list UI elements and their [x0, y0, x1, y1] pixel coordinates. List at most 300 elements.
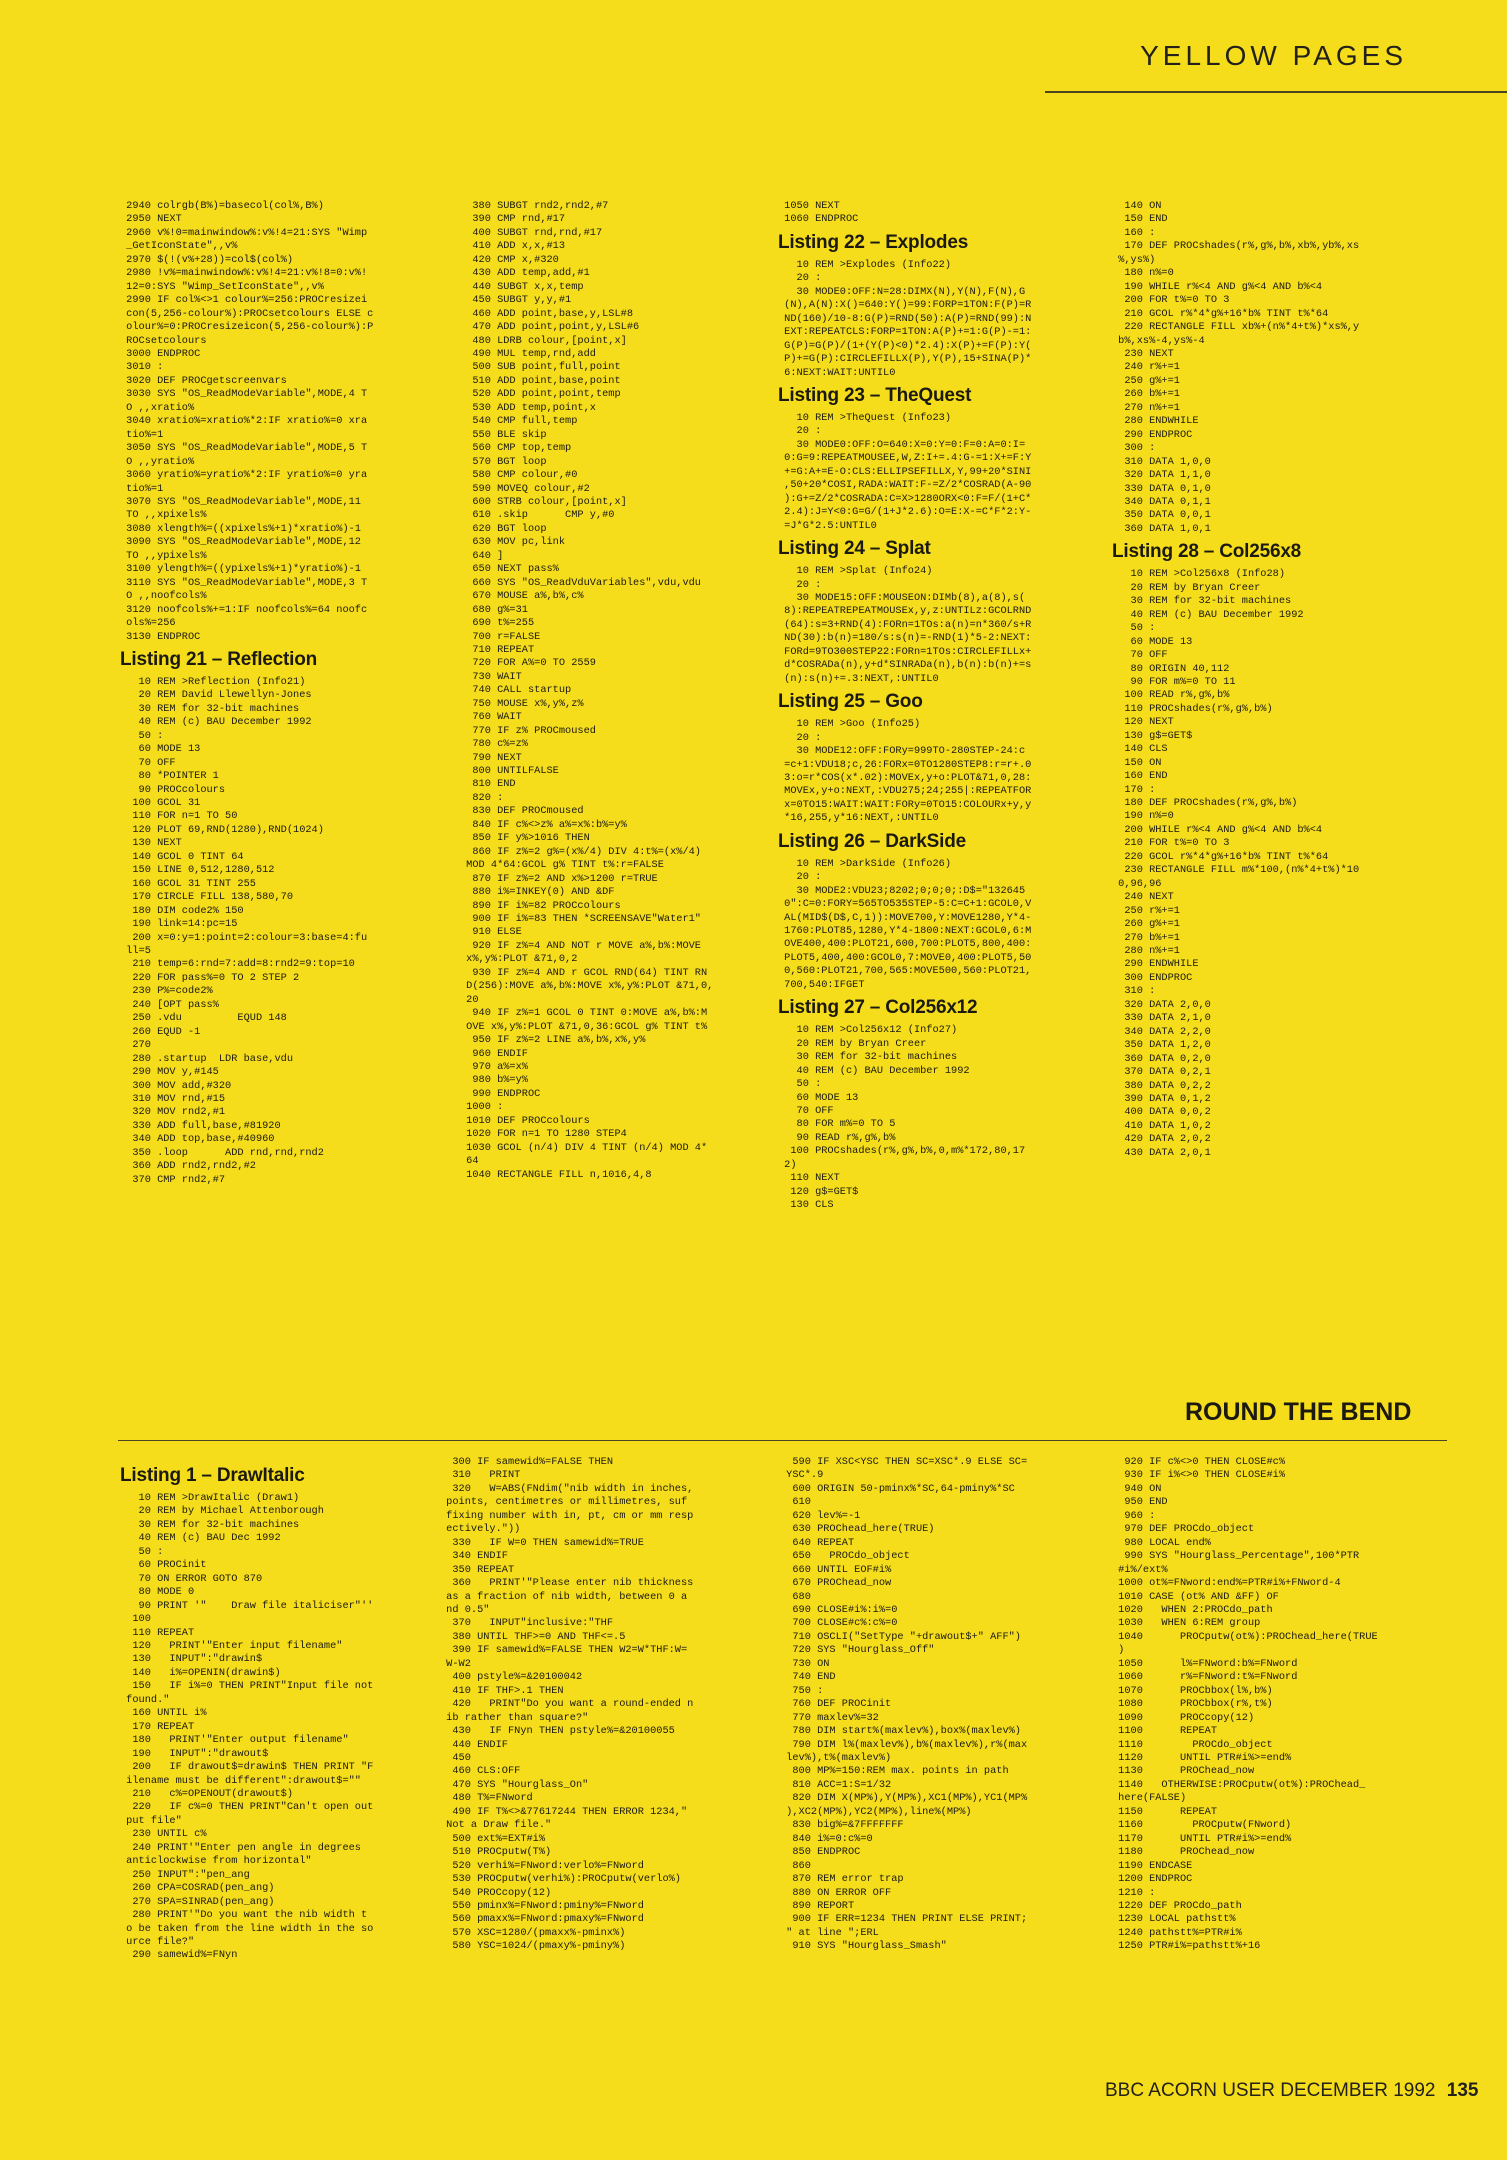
code-line: 970 a%=x%: [460, 1061, 528, 1073]
code-line: 20 :: [778, 425, 822, 438]
code-line: 3:o=r*COS(x*.02):MOVEx,y+o:PLOT&71,0,28:: [778, 771, 1032, 784]
code-line: 130 INPUT":"drawin$: [120, 1653, 263, 1666]
code-line: 720 FOR A%=0 TO 2559: [460, 657, 596, 670]
code-line: 400 pstyle%=&20100042: [440, 1671, 583, 1684]
code-line: 3040 xratio%=xratio%*2:IF xratio%=0 xra: [120, 415, 368, 428]
code-line: 520 verhi%=FNword:verlo%=FNword: [440, 1859, 644, 1872]
code-line: 660 UNTIL EOF#i%: [780, 1563, 892, 1576]
code-line: 3010 :: [120, 361, 164, 374]
code-line: 260 EQUD -1: [120, 1025, 201, 1038]
code-line: 210 temp=6:rnd=7:add=8:rnd2=9:top=10: [120, 958, 355, 971]
code-line: 410 ADD x,x,#13: [460, 240, 566, 253]
code-line: 820 :: [460, 791, 504, 804]
code-line: 90 READ r%,g%,b%: [778, 1131, 896, 1144]
code-line: 730 WAIT: [460, 670, 522, 683]
code-line: 330 ADD full,base,#81920: [120, 1119, 281, 1132]
code-line: d*COSRADa(n),y+d*SINRADa(n),b(n):b(n)+=s: [778, 659, 1032, 672]
listing-heading: Listing 23 – TheQuest: [778, 384, 972, 406]
code-line: 680 g%=31: [460, 603, 528, 616]
code-line: 70 OFF: [778, 1105, 834, 1118]
code-line: 20 :: [778, 578, 822, 591]
listing-heading: Listing 25 – Goo: [778, 691, 923, 713]
code-line: ):G+=Z/2*COSRADA:C=X>1280ORX<0:F=F/(1+C*: [778, 492, 1032, 505]
code-line: 300 MOV add,#320: [120, 1079, 232, 1092]
code-line: 360 DATA 0,2,0: [1112, 1052, 1211, 1065]
code-line: 230 P%=code2%: [120, 985, 213, 998]
code-line: FORd=9TO300STEP22:FORn=1TOs:CIRCLEFILLx+: [778, 645, 1032, 658]
code-line: o be taken from the line width in the so: [120, 1922, 374, 1935]
code-line: 40 REM (c) BAU December 1992: [120, 716, 312, 729]
code-line: 810 END: [460, 778, 516, 791]
code-line: 1190 ENDCASE: [1112, 1859, 1193, 1872]
code-line: 30 REM for 32-bit machines: [778, 1051, 958, 1064]
code-line: 1040 RECTANGLE FILL n,1016,4,8: [460, 1168, 652, 1181]
code-line: fixing number with in, pt, cm or mm resp: [440, 1509, 694, 1522]
footer-publication: BBC ACORN USER DECEMBER 1992: [1105, 2080, 1436, 2101]
code-line: 620 lev%=-1: [780, 1509, 861, 1522]
code-line: 1120 UNTIL PTR#i%>=end%: [1112, 1751, 1292, 1764]
code-line: 280 ENDWHILE: [1112, 415, 1199, 428]
code-line: ib rather than square?": [440, 1711, 589, 1724]
code-line: 820 DIM X(MP%),Y(MP%),XC1(MP%),YC1(MP%: [780, 1792, 1028, 1805]
code-line: 10 REM >Goo (Info25): [778, 718, 921, 731]
code-line: 880 i%=INKEY(0) AND &DF: [460, 886, 615, 899]
code-line: =J*G*2.5:UNTIL0: [778, 519, 877, 532]
code-line: 400 DATA 0,0,2: [1112, 1106, 1211, 1119]
code-line: 560 CMP top,temp: [460, 442, 572, 455]
code-line: 260 CPA=COSRAD(pen_ang): [120, 1882, 275, 1895]
code-line: 230 UNTIL c%: [120, 1828, 207, 1841]
code-line: 100 GCOL 31: [120, 797, 201, 810]
code-line: 320 W=ABS(FNdim("nib width in inches,: [440, 1482, 694, 1495]
code-line: 990 SYS "Hourglass_Percentage",100*PTR: [1112, 1550, 1360, 1563]
listing-heading: Listing 22 – Explodes: [778, 231, 969, 253]
code-line: 570 BGT loop: [460, 455, 547, 468]
code-line: 700,540:IFGET: [778, 978, 865, 991]
code-line: 3110 SYS "OS_ReadModeVariable",MODE,3 T: [120, 576, 368, 589]
code-line: 1170 UNTIL PTR#i%>=end%: [1112, 1832, 1292, 1845]
code-line: 240 [OPT pass%: [120, 998, 219, 1011]
code-line: P)+=G(P):CIRCLEFILLX(P),Y(P),15+SINA(P)*: [778, 353, 1032, 366]
code-line: 200 IF drawout$=drawin$ THEN PRINT "F: [120, 1761, 374, 1774]
code-line: 250 .vdu EQUD 148: [120, 1012, 287, 1025]
code-line: 150 END: [1112, 213, 1168, 226]
code-line: 260 b%+=1: [1112, 388, 1180, 401]
code-line: 530 ADD temp,point,x: [460, 401, 596, 414]
code-line: 890 REPORT: [780, 1899, 855, 1912]
upper-column-4: [1112, 200, 1442, 1160]
code-line: 80 ORIGIN 40,112: [1112, 662, 1230, 675]
code-line: 590 IF XSC<YSC THEN SC=XSC*.9 ELSE SC=: [780, 1456, 1028, 1468]
code-line: 610: [780, 1496, 811, 1509]
code-line: 40 REM (c) BAU December 1992: [778, 1064, 970, 1077]
code-line: 350 .loop ADD rnd,rnd,rnd2: [120, 1146, 324, 1159]
code-line: 450: [440, 1751, 471, 1764]
code-line: tio%=1: [120, 428, 164, 441]
code-line: 1230 LOCAL pathstt%: [1112, 1913, 1236, 1926]
code-line: 300 :: [1112, 442, 1156, 455]
code-line: 100 READ r%,g%,b%: [1112, 689, 1230, 702]
code-line: 290 MOV y,#145: [120, 1066, 219, 1079]
listing-heading: Listing 24 – Splat: [778, 538, 931, 560]
code-line: 290 ENDPROC: [1112, 428, 1193, 441]
code-line: (64):s=3+RND(4):FORn=1TOs:a(n)=n*360/s+R: [778, 618, 1032, 631]
lower-column-4: [1112, 1456, 1442, 1954]
code-line: 310 MOV rnd,#15: [120, 1093, 226, 1105]
code-line: 100: [120, 1613, 151, 1626]
code-line: 220 RECTANGLE FILL xb%+(n%*4+t%)*xs%,y: [1112, 321, 1360, 334]
code-line: 830 big%=&7FFFFFFF: [780, 1819, 904, 1832]
code-line: 10 REM >Explodes (Info22): [778, 258, 952, 271]
code-line: 470 ADD point,point,y,LSL#6: [460, 321, 640, 334]
code-line: lev%),t%(maxlev%): [780, 1751, 892, 1764]
code-line: 310 PRINT: [440, 1469, 521, 1482]
code-line: 20 REM by Bryan Creer: [1112, 581, 1261, 594]
code-line: 370 INPUT"inclusive:"THF: [440, 1617, 614, 1630]
code-line: 350 REPEAT: [440, 1563, 515, 1576]
code-line: 240 r%+=1: [1112, 361, 1180, 374]
code-line: 600 ORIGIN 50-pminx%*SC,64-pminy%*SC: [780, 1482, 1015, 1495]
code-line: 910 SYS "Hourglass_Smash": [780, 1940, 947, 1953]
code-line: 70 OFF: [120, 756, 176, 769]
code-line: 170 REPEAT: [120, 1720, 195, 1733]
code-line: 1250 PTR#i%=pathstt%+16: [1112, 1940, 1261, 1953]
code-line: 380 SUBGT rnd2,rnd2,#7: [460, 200, 609, 212]
code-line: 30 MODE0:OFF:O=640:X=0:Y=0:F=0:A=0:I=: [778, 438, 1026, 451]
page-number: 135: [1446, 2080, 1479, 2101]
code-line: 1030 GCOL (n/4) DIV 4 TINT (n/4) MOD 4*: [460, 1141, 708, 1154]
code-line: 1180 PROChead_now: [1112, 1846, 1255, 1859]
code-line: ilename must be different":drawout$="": [120, 1774, 361, 1787]
code-line: 340 ADD top,base,#40960: [120, 1133, 275, 1146]
code-line: 0,96,96: [1112, 877, 1162, 890]
code-line: 6:NEXT:WAIT:UNTIL0: [778, 366, 896, 379]
code-line: 800 MP%=150:REM max. points in path: [780, 1765, 1009, 1778]
code-line: 420 DATA 2,0,2: [1112, 1133, 1211, 1146]
code-line: 730 ON: [780, 1657, 830, 1670]
code-line: 330 DATA 0,1,0: [1112, 482, 1211, 495]
code-line: 60 MODE 13: [120, 743, 201, 756]
code-line: " at line ";ERL: [780, 1926, 879, 1939]
code-line: 870 IF z%=2 AND x%>1200 r=TRUE: [460, 872, 658, 885]
code-line: 190 n%=0: [1112, 810, 1174, 823]
code-line: 500 ext%=EXT#i%: [440, 1832, 546, 1845]
code-line: 240 PRINT'"Enter pen angle in degrees: [120, 1841, 361, 1854]
code-line: MOD 4*64:GCOL g% TINT t%:r=FALSE: [460, 859, 664, 872]
code-line: 330 DATA 2,1,0: [1112, 1012, 1211, 1025]
code-line: ll=5: [120, 945, 151, 958]
code-line: 1110 PROCdo_object: [1112, 1738, 1273, 1751]
code-line: 1060 r%=FNword:t%=FNword: [1112, 1671, 1298, 1684]
code-line: 200 FOR t%=0 TO 3: [1112, 294, 1230, 307]
code-line: 80 *POINTER 1: [120, 770, 219, 783]
code-line: 1240 pathstt%=PTR#i%: [1112, 1926, 1242, 1939]
lower-column-3: [780, 1456, 1100, 1954]
code-line: 940 ON: [1112, 1482, 1162, 1495]
code-line: 120 PRINT'"Enter input filename": [120, 1639, 343, 1652]
code-line: 1160 PROCputw(FNword): [1112, 1819, 1292, 1832]
code-line: 650 NEXT pass%: [460, 563, 559, 576]
code-line: 430 ADD temp,add,#1: [460, 267, 590, 280]
code-line: 740 END: [780, 1671, 836, 1684]
code-line: 410 IF THF>.1 THEN: [440, 1684, 564, 1697]
code-line: 90 FOR m%=0 TO 11: [1112, 675, 1236, 688]
code-line: 440 ENDIF: [440, 1738, 508, 1751]
code-line: 0,560:PLOT21,700,565:MOVE500,560:PLOT21,: [778, 965, 1032, 978]
code-line: 740 CALL startup: [460, 684, 572, 697]
lower-column-1: [120, 1460, 420, 1963]
listing-heading: Listing 26 – DarkSide: [778, 830, 966, 852]
code-line: 1070 PROCbbox(l%,b%): [1112, 1684, 1273, 1697]
code-line: con(5,256-colour%):PROCsetcolours ELSE c: [120, 307, 374, 320]
code-line: 230 RECTANGLE FILL m%*100,(n%*4+t%)*10: [1112, 864, 1360, 877]
code-line: b%,xs%-4,ys%-4: [1112, 334, 1205, 347]
code-line: 1140 OTHERWISE:PROCputw(ot%):PROChead_: [1112, 1778, 1366, 1791]
code-line: 460 CLS:OFF: [440, 1765, 521, 1778]
code-line: 10 REM >Splat (Info24): [778, 565, 933, 578]
code-line: 670 MOUSE a%,b%,c%: [460, 590, 584, 603]
code-line: O ,,xratio%: [120, 401, 195, 414]
code-line: 60 MODE 13: [1112, 635, 1193, 648]
code-line: 460 ADD point,base,y,LSL#8: [460, 307, 634, 320]
code-line: 3000 ENDPROC: [120, 347, 201, 360]
code-line: 370 CMP rnd2,#7: [120, 1173, 226, 1186]
code-line: 920 IF c%<>0 THEN CLOSE#c%: [1112, 1456, 1286, 1468]
upper-column-2: [460, 200, 760, 1182]
code-line: 370 DATA 0,2,1: [1112, 1066, 1211, 1079]
code-line: 800 UNTILFALSE: [460, 765, 559, 778]
code-line: 110 NEXT: [778, 1172, 840, 1185]
code-line: 1100 REPEAT: [1112, 1725, 1218, 1738]
code-line: 1130 PROChead_now: [1112, 1765, 1255, 1778]
code-line: 710 REPEAT: [460, 643, 535, 656]
code-line: 420 PRINT"Do you want a round-ended n: [440, 1698, 694, 1711]
code-line: 910 ELSE: [460, 926, 522, 939]
code-line: 120 g$=GET$: [778, 1185, 859, 1198]
code-line: 140 CLS: [1112, 743, 1168, 756]
code-line: 180 PRINT'"Enter output filename": [120, 1734, 349, 1747]
code-line: nd 0.5": [440, 1603, 490, 1616]
page-footer: [1105, 2080, 1478, 2102]
code-line: 440 SUBGT x,x,temp: [460, 280, 584, 293]
code-line: 250 r%+=1: [1112, 904, 1180, 917]
code-line: 210 GCOL r%*4*g%+16*b% TINT t%*64: [1112, 307, 1329, 320]
code-line: 760 DEF PROCinit: [780, 1698, 892, 1711]
code-line: 250 g%+=1: [1112, 374, 1180, 387]
code-line: 550 BLE skip: [460, 428, 547, 441]
code-line: 930 IF i%<>0 THEN CLOSE#i%: [1112, 1469, 1286, 1482]
upper-column-3: [778, 200, 1108, 1213]
code-line: 450 SUBGT y,y,#1: [460, 294, 572, 307]
code-line: 190 INPUT":"drawout$: [120, 1747, 269, 1760]
code-line: 270 SPA=SINRAD(pen_ang): [120, 1895, 275, 1908]
code-line: 1080 PROCbbox(r%,t%): [1112, 1698, 1273, 1711]
code-line: 920 IF z%=4 AND NOT r MOVE a%,b%:MOVE: [460, 939, 701, 952]
code-line: 850 ENDPROC: [780, 1846, 861, 1859]
code-line: 970 DEF PROCdo_object: [1112, 1523, 1255, 1536]
code-line: 50 :: [778, 1078, 822, 1091]
code-line: 290 samewid%=FNyn: [120, 1949, 238, 1962]
listing-heading: Listing 21 – Reflection: [120, 648, 318, 670]
code-line: 630 MOV pc,link: [460, 536, 566, 549]
code-line: 30 REM for 32-bit machines: [120, 702, 300, 715]
code-line: ROCsetcolours: [120, 334, 207, 347]
code-line: 290 ENDWHILE: [1112, 958, 1199, 971]
lower-column-2: [440, 1456, 760, 1954]
code-line: 150 IF i%=0 THEN PRINT"Input file not: [120, 1680, 374, 1693]
header-rule: [1045, 91, 1507, 93]
code-line: 30 MODE0:OFF:N=28:DIMX(N),Y(N),F(N),G: [778, 285, 1026, 298]
code-line: 400 SUBGT rnd,rnd,#17: [460, 226, 603, 239]
code-line: as a fraction of nib width, between 0 a: [440, 1590, 688, 1603]
code-line: 30 MODE12:OFF:FORy=999TO-280STEP-24:c: [778, 745, 1026, 758]
code-line: OVE x%,y%:PLOT &71,0,36:GCOL g% TINT t%: [460, 1020, 708, 1033]
code-line: 540 PROCcopy(12): [440, 1886, 552, 1899]
code-line: 770 maxlev%=32: [780, 1711, 879, 1724]
code-line: 510 PROCputw(T%): [440, 1846, 552, 1859]
code-line: =c+1:VDU18;c,26:FORx=0TO1280STEP8:r=r+.0: [778, 758, 1032, 771]
code-line: 8):REPEATREPEATMOUSEx,y,z:UNTILz:GCOLRND: [778, 605, 1032, 618]
code-line: 510 ADD point,base,point: [460, 374, 621, 387]
code-line: 210 FOR t%=0 TO 3: [1112, 837, 1230, 850]
code-line: 30 REM for 32-bit machines: [1112, 595, 1292, 608]
code-line: olour%=0:PROCresizeicon(5,256-colour%):P: [120, 321, 374, 334]
code-line: 1210 :: [1112, 1886, 1156, 1899]
listing-heading: Listing 27 – Col256x12: [778, 997, 978, 1019]
code-line: 690 t%=255: [460, 617, 535, 630]
code-line: 80 MODE 0: [120, 1586, 195, 1599]
code-line: 50 :: [1112, 622, 1156, 635]
code-line: (n):s(n)+=.3:NEXT,:UNTIL0: [778, 672, 939, 685]
code-line: x=0TO15:WAIT:WAIT:FORy=0TO15:COLOURx+y,y: [778, 798, 1032, 811]
code-line: 940 IF z%=1 GCOL 0 TINT 0:MOVE a%,b%:M: [460, 1007, 708, 1020]
code-line: 170 CIRCLE FILL 138,580,70: [120, 891, 294, 904]
code-line: 50 :: [120, 729, 164, 742]
code-line: 1000 ot%=FNword:end%=PTR#i%+FNword-4: [1112, 1577, 1341, 1590]
code-line: 140 ON: [1112, 200, 1162, 212]
code-line: 3030 SYS "OS_ReadModeVariable",MODE,4 T: [120, 388, 368, 401]
code-line: 350 DATA 1,2,0: [1112, 1039, 1211, 1052]
code-line: 1020 WHEN 2:PROCdo_path: [1112, 1603, 1273, 1616]
code-line: 810 ACC=1:S=1/32: [780, 1778, 892, 1791]
code-line: 10 REM >TheQuest (Info23): [778, 411, 952, 424]
code-line: 540 CMP full,temp: [460, 415, 578, 428]
code-line: 950 IF z%=2 LINE a%,b%,x%,y%: [460, 1034, 646, 1047]
code-line: 1060 ENDPROC: [778, 213, 859, 226]
code-line: EXT:REPEATCLS:FORP=1TON:A(P)+=1:G(P)-=1:: [778, 326, 1032, 339]
code-line: here(FALSE): [1112, 1792, 1187, 1805]
code-line: 770 IF z% PROCmoused: [460, 724, 596, 737]
code-line: 70 ON ERROR GOTO 870: [120, 1572, 263, 1585]
code-line: tio%=1: [120, 482, 164, 495]
code-line: 560 pmaxx%=FNword:pmaxy%=FNword: [440, 1913, 644, 1926]
listing-heading: Listing 1 – DrawItalic: [120, 1465, 305, 1486]
code-line: 330 IF W=0 THEN samewid%=TRUE: [440, 1536, 644, 1549]
code-line: 490 MUL temp,rnd,add: [460, 347, 596, 360]
code-line: 390 CMP rnd,#17: [460, 213, 566, 226]
code-line: 20 REM by Bryan Creer: [778, 1037, 927, 1050]
code-line: 20 :: [778, 272, 822, 285]
code-line: 990 ENDPROC: [460, 1087, 541, 1100]
code-line: 2960 v%!0=mainwindow%:v%!4=21:SYS "Wimp: [120, 226, 368, 239]
code-line: 530 PROCputw(verhi%):PROCputw(verlo%): [440, 1873, 681, 1886]
code-line: 180 DEF PROCshades(r%,g%,b%): [1112, 797, 1298, 810]
code-line: 250 INPUT":"pen_ang: [120, 1868, 250, 1881]
code-line: 270 n%+=1: [1112, 401, 1180, 414]
code-line: 1760:PLOT85,1280,Y*4-1800:NEXT:GCOL0,6:M: [778, 925, 1032, 938]
code-line: 360 ADD rnd2,rnd2,#2: [120, 1160, 256, 1173]
code-line: 150 LINE 0,512,1280,512: [120, 864, 275, 877]
code-line: YSC*.9: [780, 1469, 824, 1482]
code-line: 130 CLS: [778, 1199, 834, 1212]
code-line: ND(30):b(n)=180/s:s(n)=-RND(1)*5-2:NEXT:: [778, 632, 1032, 645]
code-line: 350 DATA 0,0,1: [1112, 509, 1211, 522]
code-line: +=G:A+=E-O:CLS:ELLIPSEFILLX,Y,99+20*SINI: [778, 465, 1032, 478]
code-line: 3020 DEF PROCgetscreenvars: [120, 374, 287, 387]
code-line: 650 PROCdo_object: [780, 1550, 910, 1563]
code-line: 170 DEF PROCshades(r%,g%,b%,xb%,yb%,xs: [1112, 240, 1360, 253]
code-line: 220 GCOL r%*4*g%+16*b% TINT t%*64: [1112, 850, 1329, 863]
code-line: 780 DIM start%(maxlev%),box%(maxlev%): [780, 1725, 1021, 1738]
code-line: 300 IF samewid%=FALSE THEN: [440, 1456, 614, 1468]
code-line: 2990 IF col%<>1 colour%=256:PROCresizei: [120, 294, 368, 307]
code-line: 610 .skip CMP y,#0: [460, 509, 615, 522]
code-line: 50 :: [120, 1545, 164, 1558]
code-line: 190 link=14:pc=15: [120, 918, 238, 931]
code-line: O ,,noofcols%: [120, 590, 207, 603]
code-line: 90 PRINT '" Draw file italiciser"'': [120, 1599, 374, 1612]
code-line: ): [1112, 1644, 1125, 1657]
code-line: 20 REM by Michael Attenborough: [120, 1505, 324, 1518]
code-line: TO ,,ypixels%: [120, 549, 207, 562]
code-line: 260 g%+=1: [1112, 918, 1180, 931]
code-line: (N),A(N):X()=640:Y()=99:FORP=1TON:F(P)=R: [778, 299, 1032, 312]
code-line: 10 REM >Reflection (Info21): [120, 675, 306, 688]
code-line: urce file?": [120, 1935, 195, 1948]
code-line: 2.4):J=Y<0:G=G/(1+J*2.6):O=E:X-=C*F*2:Y-: [778, 506, 1032, 519]
code-line: x%,y%:PLOT &71,0,2: [460, 953, 578, 966]
code-line: 70 OFF: [1112, 649, 1168, 662]
code-line: 860 IF z%=2 g%=(x%/4) DIV 4:t%=(x%/4): [460, 845, 701, 858]
code-line: 220 FOR pass%=0 TO 2 STEP 2: [120, 971, 300, 984]
code-line: 380 UNTIL THF>=0 AND THF<=.5: [440, 1630, 626, 1643]
code-line: 3070 SYS "OS_ReadModeVariable",MODE,11: [120, 495, 361, 508]
code-line: ols%=256: [120, 617, 176, 630]
code-line: anticlockwise from horizontal": [120, 1855, 312, 1868]
code-line: 340 ENDIF: [440, 1550, 508, 1563]
code-line: 3090 SYS "OS_ReadModeVariable",MODE,12: [120, 536, 361, 549]
section-rule: [118, 1440, 1447, 1441]
code-line: 180 n%=0: [1112, 267, 1174, 280]
code-line: 80 FOR m%=0 TO 5: [778, 1118, 896, 1131]
code-line: 750 :: [780, 1684, 824, 1697]
code-line: 210 c%=OPENOUT(drawout$): [120, 1787, 294, 1800]
code-line: 110 FOR n=1 TO 50: [120, 810, 238, 823]
code-line: ectively.")): [440, 1523, 521, 1536]
code-line: 180 DIM code2% 150: [120, 904, 244, 917]
code-line: 60 PROCinit: [120, 1559, 207, 1572]
code-line: 3120 noofcols%+=1:IF noofcols%=64 noofc: [120, 603, 368, 616]
code-line: 170 :: [1112, 783, 1156, 796]
code-line: 40 REM (c) BAU Dec 1992: [120, 1532, 281, 1545]
code-line: 750 MOUSE x%,y%,z%: [460, 697, 584, 710]
code-line: points, centimetres or millimetres, suf: [440, 1496, 688, 1509]
code-line: MOVEx,y+o:NEXT,:VDU275;24;255|:REPEATFOR: [778, 785, 1032, 798]
code-line: 320 DATA 2,0,0: [1112, 998, 1211, 1011]
code-line: 1040 PROCputw(ot%):PROChead_here(TRUE: [1112, 1630, 1378, 1643]
code-line: 110 REPEAT: [120, 1626, 195, 1639]
code-line: 200 x=0:y=1:point=2:colour=3:base=4:fu: [120, 931, 368, 944]
